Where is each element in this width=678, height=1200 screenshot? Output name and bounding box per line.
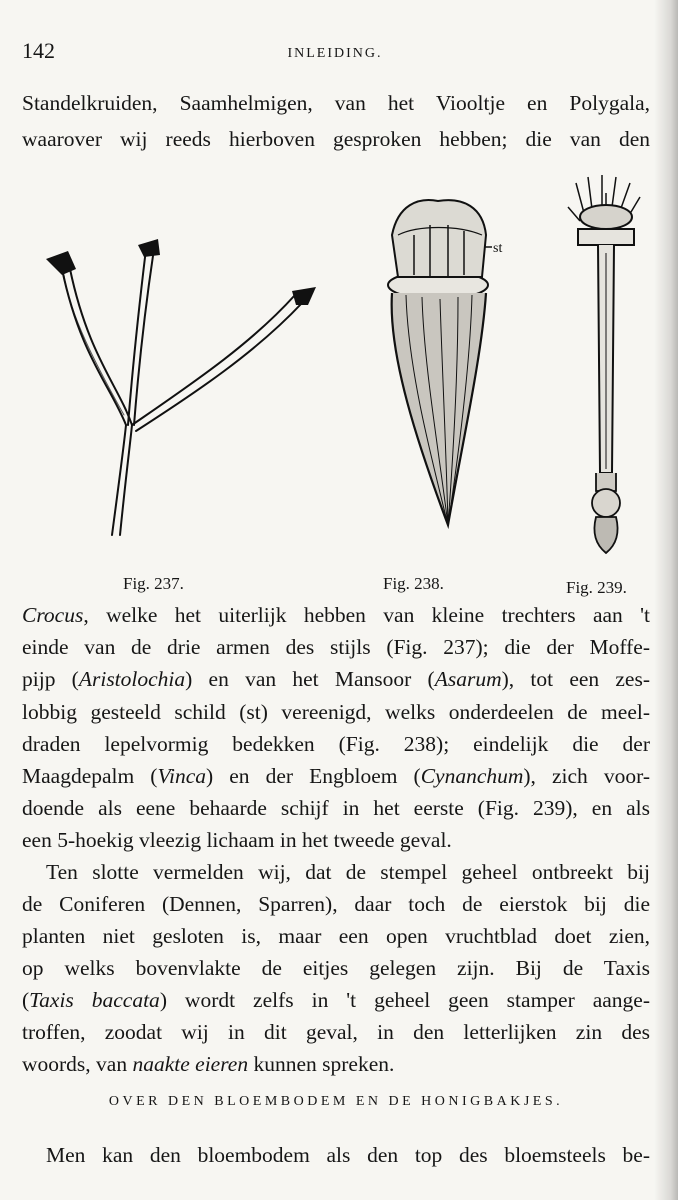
text-line: op welks bovenvlakte de eitjes gelegen zijn. Bij de Taxis xyxy=(22,956,650,980)
italic-term: Aristolochia xyxy=(78,667,186,691)
page-edge-shadow xyxy=(654,0,678,1200)
figure-238-caption: Fig. 238. xyxy=(383,574,444,593)
italic-term: Crocus xyxy=(22,603,84,627)
text-line: draden lepelvormig bedekken (Fig. 238); eindelijk die der xyxy=(22,732,650,756)
italic-term: Cynanchum xyxy=(420,764,524,788)
page-number: 142 xyxy=(22,38,55,63)
text-line: de Coniferen (Dennen, Sparren), daar toch de eierstok bij die xyxy=(22,892,650,916)
text-line: planten niet gesloten is, maar een open vruchtblad doet zien, xyxy=(22,924,650,948)
text-line: doende als eene behaarde schijf in het eerste (Fig. 239), en als xyxy=(22,796,650,820)
text-line: pijp (Aristolochia) en van het Mansoor (Asarum), tot een zes- xyxy=(22,667,650,691)
text-line: einde van de drie armen des stijls (Fig. 237); die der Moffe- xyxy=(22,635,650,659)
text-line: Crocus, welke het uiterlijk hebben van kleine trechters aan 't xyxy=(22,603,650,627)
figure-238-st-label: st xyxy=(493,241,503,256)
italic-term: naakte eieren xyxy=(132,1052,249,1076)
text-line: woords, van naakte eieren kunnen spreken. xyxy=(22,1052,395,1076)
text-line: Maagdepalm (Vinca) en der Engbloem (Cynanchum), zich voor- xyxy=(22,764,650,788)
text-line: Men kan den bloembodem als den top des bloemsteels be- xyxy=(46,1143,650,1167)
running-head: INLEIDING. xyxy=(287,46,383,61)
figure-area xyxy=(0,165,678,565)
italic-term: Vinca xyxy=(157,764,207,788)
figure-239-caption: Fig. 239. xyxy=(566,578,627,597)
italic-term: Taxis baccata xyxy=(29,988,160,1012)
page-header xyxy=(22,38,648,68)
text-line: waarover wij reeds hierboven gesproken hebben; die van den xyxy=(22,127,650,151)
text-line: troffen, zoodat wij in dit geval, in den letterlijken zin des xyxy=(22,1020,650,1044)
figure-238-illustration xyxy=(378,195,518,545)
figure-237-caption: Fig. 237. xyxy=(123,574,184,593)
figure-239-illustration xyxy=(566,173,646,565)
text-line: lobbig gesteeld schild (st) vereenigd, welks onderdeelen de meel- xyxy=(22,700,650,724)
figure-237-illustration xyxy=(40,235,320,545)
text-line: Standelkruiden, Saamhelmigen, van het Viooltje en Polygala, xyxy=(22,91,650,115)
italic-term: Asarum xyxy=(434,667,502,691)
text-line: Ten slotte vermelden wij, dat de stempel geheel ontbreekt bij xyxy=(46,860,650,884)
text-line: (Taxis baccata) wordt zelfs in 't geheel geen stamper aange- xyxy=(22,988,650,1012)
text-line: een 5-hoekig vleezig lichaam in het tweede geval. xyxy=(22,828,452,852)
section-heading: OVER DEN BLOEMBODEM EN DE HONIGBAKJES. xyxy=(108,1094,564,1109)
